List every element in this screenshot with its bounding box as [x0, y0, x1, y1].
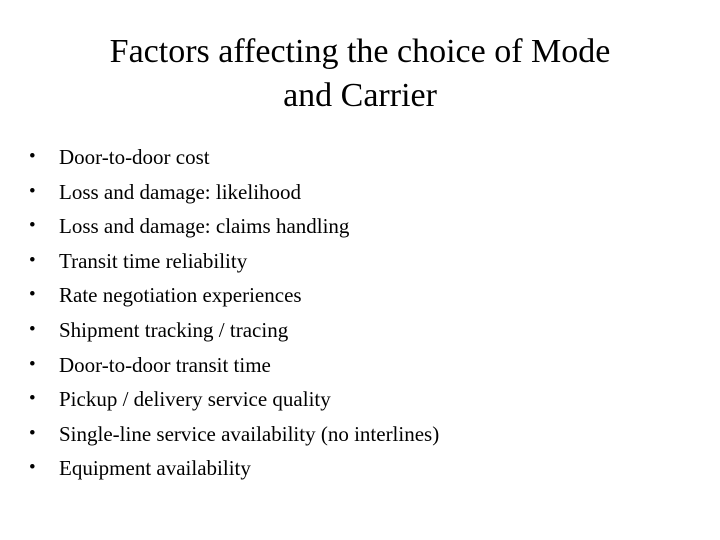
bullet-icon: • — [29, 388, 36, 410]
bullet-item — [0, 278, 720, 313]
slide-title — [0, 30, 720, 118]
bullet-list — [0, 140, 720, 486]
bullet-item — [0, 417, 720, 452]
bullet-icon: • — [29, 318, 36, 340]
bullet-icon: • — [29, 215, 36, 237]
bullet-text: Single-line service availability (no interlines) — [59, 421, 440, 446]
bullet-text: Equipment availability — [59, 456, 251, 481]
slide-title-line: Factors affecting the choice of Mode — [109, 33, 611, 70]
bullet-icon: • — [29, 422, 36, 444]
bullet-icon: • — [29, 457, 36, 479]
bullet-icon: • — [29, 146, 36, 167]
bullet-text: Transit time reliability — [59, 248, 248, 273]
bullet-item — [0, 175, 720, 210]
bullet-icon: • — [29, 180, 36, 202]
bullet-item — [0, 451, 720, 486]
bullet-text: Pickup / delivery service quality — [59, 387, 331, 412]
bullet-icon: • — [29, 249, 36, 271]
bullet-text: Door-to-door transit time — [59, 352, 271, 377]
bullet-icon: • — [29, 353, 36, 375]
bullet-text: Rate negotiation experiences — [59, 283, 302, 308]
bullet-item — [0, 348, 720, 383]
bullet-item — [0, 140, 720, 175]
bullet-item — [0, 244, 720, 279]
bullet-text: Shipment tracking / tracing — [59, 317, 289, 342]
bullet-item — [0, 313, 720, 348]
bullet-item — [0, 209, 720, 244]
bullet-icon: • — [29, 284, 36, 306]
bullet-text: Loss and damage: claims handling — [59, 214, 350, 239]
slide-title-line: and Carrier — [283, 77, 437, 114]
bullet-item — [0, 382, 720, 417]
bullet-text: Door-to-door cost — [59, 145, 210, 169]
bullet-text: Loss and damage: likelihood — [59, 179, 302, 204]
